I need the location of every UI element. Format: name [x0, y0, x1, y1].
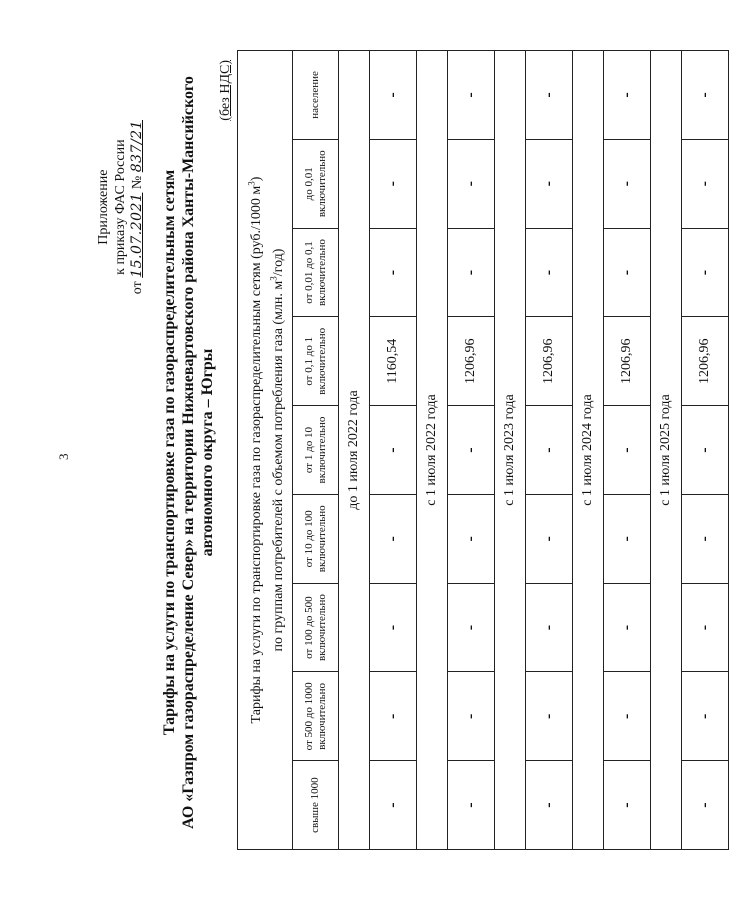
heading-line-1: Тарифы на услуги по транспортировке газа по газораспределительным сетям [161, 169, 178, 736]
appendix-title: Приложение [96, 169, 111, 245]
period-label: с 1 июля 2024 года [573, 51, 604, 850]
order-date: 15.07.2021 [129, 192, 145, 278]
table-row [682, 51, 729, 850]
appendix-order-date-line [129, 120, 146, 294]
tariff-cell: - [526, 51, 573, 140]
column-header: от 100 до 500 включительно [293, 583, 339, 672]
tariff-cell: - [526, 583, 573, 672]
tariff-cell: - [370, 761, 417, 850]
tariff-cell: - [682, 494, 729, 583]
tariff-cell: - [682, 672, 729, 761]
tariff-cell: - [682, 761, 729, 850]
tariff-cell: - [604, 761, 651, 850]
tariff-cell: - [370, 228, 417, 317]
column-header: от 10 до 100 включительно [293, 494, 339, 583]
tariff-cell: 1206,96 [682, 317, 729, 406]
column-header: от 0,01 до 0,1 включительно [293, 228, 339, 317]
tariff-cell: - [448, 672, 495, 761]
tariff-cell: - [526, 494, 573, 583]
heading-line-2: АО «Газпром газораспределение Север» на территории Нижневартовского района Ханты-Мансийского [180, 76, 197, 829]
period-label: до 1 июля 2022 года [339, 51, 370, 850]
tariff-cell: - [604, 139, 651, 228]
tariff-cell: - [526, 139, 573, 228]
tariff-cell: - [370, 494, 417, 583]
tariff-cell: - [604, 494, 651, 583]
header-line-1: Тарифы на услуги по транспортировке газа по газораспределительным сетям (руб./1000 $м^3$) [246, 176, 264, 724]
appendix-block [95, 120, 146, 294]
tariff-cell: - [604, 406, 651, 495]
tariff-cell: - [448, 51, 495, 140]
tariff-cell: - [526, 228, 573, 317]
tariff-cell: - [604, 228, 651, 317]
column-header: от 0,1 до 1 включительно [293, 317, 339, 406]
tariff-cell: - [448, 583, 495, 672]
tariff-cell: - [682, 583, 729, 672]
tariff-cell: - [604, 583, 651, 672]
tariff-cell: - [370, 51, 417, 140]
tariff-cell: - [682, 51, 729, 140]
table-main-header [238, 51, 293, 850]
tariff-cell: - [526, 761, 573, 850]
period-label: с 1 июля 2022 года [417, 51, 448, 850]
tariff-table [237, 50, 729, 850]
number-label: № [130, 175, 145, 190]
column-header: от 500 до 1000 включительно [293, 672, 339, 761]
tariff-cell: - [448, 139, 495, 228]
tariff-cell: - [448, 494, 495, 583]
column-header: население [293, 51, 339, 140]
column-header: до 0,01 включительно [293, 139, 339, 228]
page-number: 3 [56, 453, 71, 460]
tariff-cell: - [526, 406, 573, 495]
tariff-cell: - [370, 583, 417, 672]
table-row [370, 51, 417, 850]
heading-line-3: автономного округа – Югры [199, 348, 216, 557]
document-heading [160, 60, 217, 845]
column-header: свыше 1000 [293, 761, 339, 850]
tariff-cell: - [370, 139, 417, 228]
tariff-cell: - [604, 672, 651, 761]
tariff-cell: - [604, 51, 651, 140]
tariff-cell: - [448, 228, 495, 317]
table-row [526, 51, 573, 850]
tariff-cell: - [682, 139, 729, 228]
period-label: с 1 июля 2025 года [651, 51, 682, 850]
tariff-cell: - [682, 406, 729, 495]
tariff-cell: 1160,54 [370, 317, 417, 406]
date-prefix: от [130, 281, 145, 295]
period-label: с 1 июля 2023 года [495, 51, 526, 850]
tariff-cell: 1206,96 [604, 317, 651, 406]
table-row [448, 51, 495, 850]
tariff-cell: - [448, 406, 495, 495]
tariff-cell: - [526, 672, 573, 761]
tariff-cell: - [370, 672, 417, 761]
tariff-cell: 1206,96 [526, 317, 573, 406]
tariff-cell: - [370, 406, 417, 495]
vat-note: (без НДС) [218, 60, 233, 121]
header-line-2: по группам потребителей с объемом потребления газа (млн. $м^3/год$) [268, 248, 286, 652]
column-header: от 1 до 10 включительно [293, 406, 339, 495]
appendix-order-ref: к приказу ФАС России [113, 139, 128, 275]
tariff-cell: 1206,96 [448, 317, 495, 406]
tariff-cell: - [448, 761, 495, 850]
table-row [604, 51, 651, 850]
order-number: 837/21 [129, 120, 145, 173]
tariff-cell: - [682, 228, 729, 317]
